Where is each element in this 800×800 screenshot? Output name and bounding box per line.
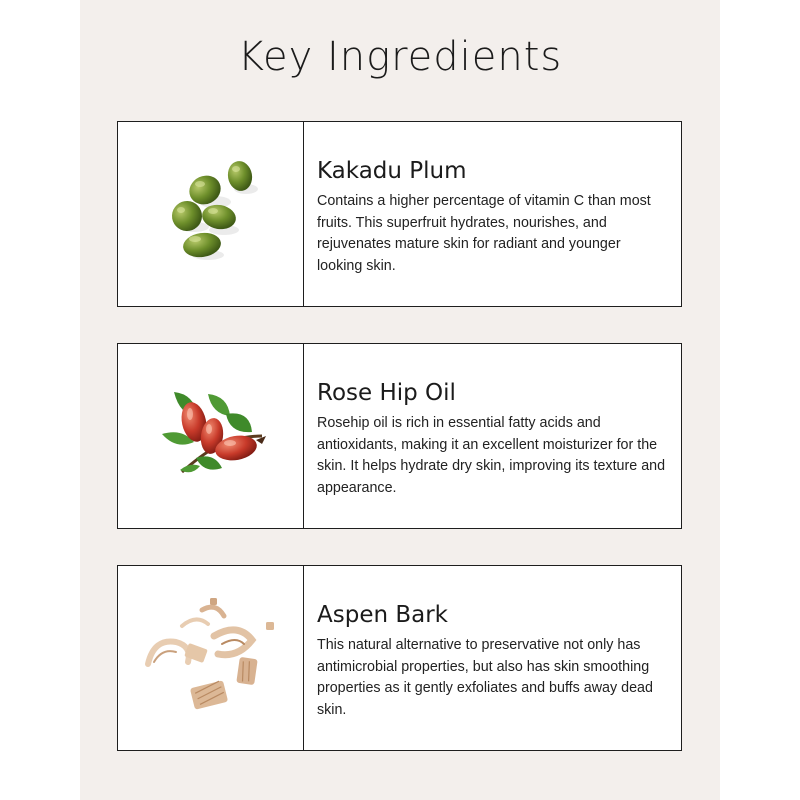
ingredient-description: This natural alternative to preservative not only has antimicrobial properties, but also has skin smoothing properties as it gently exfoliates and buffs away dead skin. xyxy=(317,637,653,718)
ingredient-name: Aspen Bark xyxy=(317,602,449,628)
ingredient-image-cell xyxy=(118,344,304,528)
ingredient-name: Rose Hip Oil xyxy=(317,380,456,406)
ingredient-card-kakadu-plum xyxy=(117,121,682,307)
ingredient-name: Kakadu Plum xyxy=(317,158,467,184)
ingredient-image-cell xyxy=(118,122,304,306)
ingredient-image-cell xyxy=(118,566,304,750)
page-title: Key Ingredients xyxy=(237,34,563,80)
ingredient-description: Rosehip oil is rich in essential fatty acids and antioxidants, making it an excellent moisturizer for the skin. It helps hydrate dry skin, improving its texture and appearance. xyxy=(317,415,666,496)
ingredient-card-aspen-bark xyxy=(117,565,682,751)
rose-hip-icon xyxy=(118,344,304,527)
ingredient-card-rose-hip-oil xyxy=(117,343,682,529)
kakadu-plum-icon xyxy=(118,122,304,305)
ingredient-description: Contains a higher percentage of vitamin C than most fruits. This superfruit hydrates, nourishes, and rejuvenates mature skin for radiant and younger looking skin. xyxy=(317,193,651,274)
aspen-bark-icon xyxy=(118,566,304,749)
